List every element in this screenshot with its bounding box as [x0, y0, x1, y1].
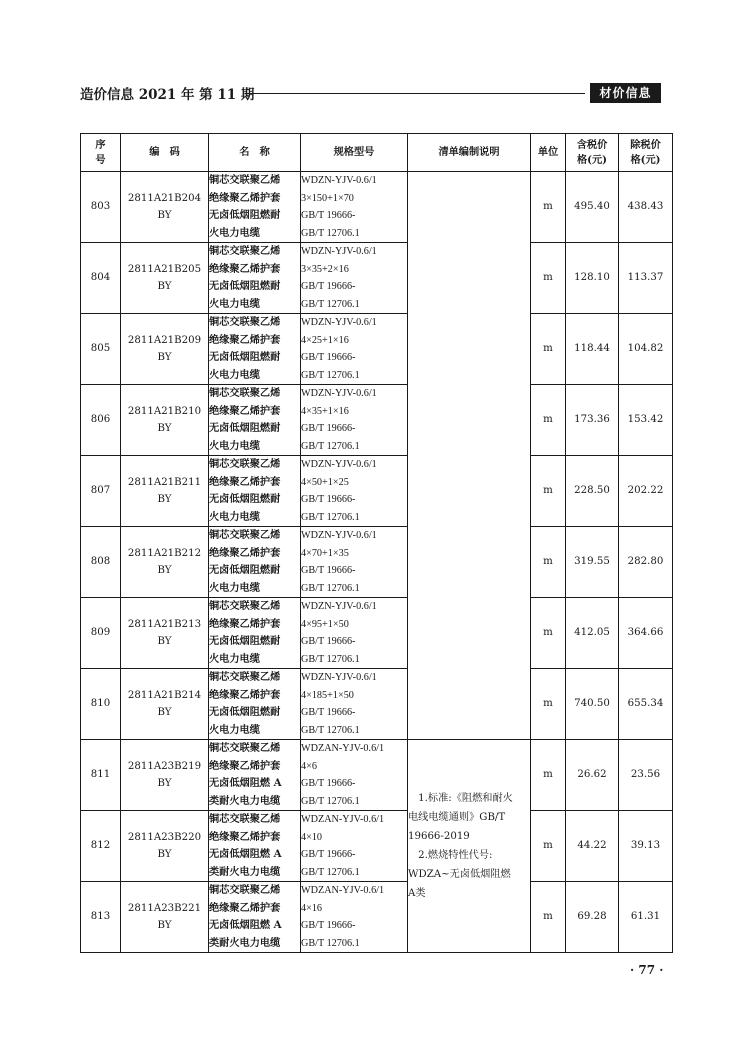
row-spec: WDZAN-YJV-0.6/1 4×10 GB/T 19666- GB/T 12706.1 — [301, 811, 408, 882]
row-name: 铜芯交联聚乙烯 绝缘聚乙烯护套 无卤低烟阻燃 A 类耐火电力电缆 — [209, 882, 301, 953]
material-price-table — [80, 133, 673, 953]
column-header-code: 编 码 — [121, 134, 209, 172]
column-header-price-with-tax: 含税价 格(元) — [566, 134, 619, 172]
row-unit: m — [531, 882, 566, 953]
row-spec: WDZN-YJV-0.6/1 4×25+1×16 GB/T 19666- GB/T 12706.1 — [301, 314, 408, 385]
row-spec: WDZAN-YJV-0.6/1 4×16 GB/T 19666- GB/T 12706.1 — [301, 882, 408, 953]
row-price-without-tax: 202.22 — [619, 456, 673, 527]
row-seq: 812 — [81, 811, 121, 882]
column-header-seq: 序 号 — [81, 134, 121, 172]
row-code: 2811A21B205 BY — [121, 243, 209, 314]
table-row — [81, 811, 673, 882]
row-name: 铜芯交联聚乙烯 绝缘聚乙烯护套 无卤低烟阻燃耐 火电力电缆 — [209, 243, 301, 314]
row-price-with-tax: 740.50 — [566, 669, 619, 740]
row-name: 铜芯交联聚乙烯 绝缘聚乙烯护套 无卤低烟阻燃耐 火电力电缆 — [209, 669, 301, 740]
row-seq: 813 — [81, 882, 121, 953]
row-price-without-tax: 61.31 — [619, 882, 673, 953]
table-row — [81, 456, 673, 527]
row-unit: m — [531, 669, 566, 740]
row-seq: 808 — [81, 527, 121, 598]
row-name: 铜芯交联聚乙烯 绝缘聚乙烯护套 无卤低烟阻燃耐 火电力电缆 — [209, 172, 301, 243]
row-unit: m — [531, 527, 566, 598]
row-price-with-tax: 69.28 — [566, 882, 619, 953]
row-name: 铜芯交联聚乙烯 绝缘聚乙烯护套 无卤低烟阻燃耐 火电力电缆 — [209, 456, 301, 527]
row-price-with-tax: 495.40 — [566, 172, 619, 243]
row-spec: WDZN-YJV-0.6/1 4×70+1×35 GB/T 19666- GB/T 12706.1 — [301, 527, 408, 598]
row-seq: 805 — [81, 314, 121, 385]
row-seq: 804 — [81, 243, 121, 314]
row-price-without-tax: 39.13 — [619, 811, 673, 882]
row-seq: 810 — [81, 669, 121, 740]
row-name: 铜芯交联聚乙烯 绝缘聚乙烯护套 无卤低烟阻燃耐 火电力电缆 — [209, 314, 301, 385]
row-unit: m — [531, 740, 566, 811]
row-unit: m — [531, 456, 566, 527]
table-row — [81, 385, 673, 456]
table-row — [81, 172, 673, 243]
row-price-without-tax: 153.42 — [619, 385, 673, 456]
row-price-with-tax: 319.55 — [566, 527, 619, 598]
row-code: 2811A23B221 BY — [121, 882, 209, 953]
row-name: 铜芯交联聚乙烯 绝缘聚乙烯护套 无卤低烟阻燃耐 火电力电缆 — [209, 385, 301, 456]
row-name: 铜芯交联聚乙烯 绝缘聚乙烯护套 无卤低烟阻燃 A 类耐火电力电缆 — [209, 811, 301, 882]
row-price-without-tax: 23.56 — [619, 740, 673, 811]
row-price-with-tax: 118.44 — [566, 314, 619, 385]
row-spec: WDZN-YJV-0.6/1 3×150+1×70 GB/T 19666- GB/T 12706.1 — [301, 172, 408, 243]
row-description-group-1 — [408, 172, 531, 740]
header-divider — [245, 93, 585, 94]
row-price-with-tax: 128.10 — [566, 243, 619, 314]
row-unit: m — [531, 314, 566, 385]
row-spec: WDZAN-YJV-0.6/1 4×6 GB/T 19666- GB/T 12706.1 — [301, 740, 408, 811]
row-price-with-tax: 228.50 — [566, 456, 619, 527]
row-code: 2811A23B220 BY — [121, 811, 209, 882]
column-header-price-without-tax: 除税价 格(元) — [619, 134, 673, 172]
row-price-with-tax: 412.05 — [566, 598, 619, 669]
description-text: 1.标准:《阻燃和耐火 电线电缆通则》GB/T 19666-2019 2.燃烧特性代号: WDZA~无卤低烟阻燃 A类 — [408, 793, 513, 899]
row-price-without-tax: 655.34 — [619, 669, 673, 740]
row-price-without-tax: 113.37 — [619, 243, 673, 314]
page-header-title: 造价信息 2021 年 第 11 期 — [80, 87, 255, 103]
row-code: 2811A23B219 BY — [121, 740, 209, 811]
row-code: 2811A21B210 BY — [121, 385, 209, 456]
row-name: 铜芯交联聚乙烯 绝缘聚乙烯护套 无卤低烟阻燃耐 火电力电缆 — [209, 527, 301, 598]
row-price-without-tax: 282.80 — [619, 527, 673, 598]
row-price-with-tax: 44.22 — [566, 811, 619, 882]
table-header-row — [81, 134, 673, 172]
row-code: 2811A21B204 BY — [121, 172, 209, 243]
row-spec: WDZN-YJV-0.6/1 4×35+1×16 GB/T 19666- GB/T 12706.1 — [301, 385, 408, 456]
table-row — [81, 740, 673, 811]
section-badge: 材价信息 — [590, 83, 661, 103]
row-spec: WDZN-YJV-0.6/1 4×185+1×50 GB/T 19666- GB/T 12706.1 — [301, 669, 408, 740]
table-row — [81, 243, 673, 314]
row-code: 2811A21B212 BY — [121, 527, 209, 598]
column-header-description: 清单编制说明 — [408, 134, 531, 172]
table-row — [81, 527, 673, 598]
row-spec: WDZN-YJV-0.6/1 4×95+1×50 GB/T 19666- GB/T 12706.1 — [301, 598, 408, 669]
table-row — [81, 882, 673, 953]
page-number: · 77 · — [630, 963, 664, 977]
row-seq: 811 — [81, 740, 121, 811]
row-unit: m — [531, 385, 566, 456]
row-name: 铜芯交联聚乙烯 绝缘聚乙烯护套 无卤低烟阻燃耐 火电力电缆 — [209, 598, 301, 669]
row-unit: m — [531, 172, 566, 243]
row-price-without-tax: 438.43 — [619, 172, 673, 243]
table-row — [81, 314, 673, 385]
row-seq: 809 — [81, 598, 121, 669]
row-spec: WDZN-YJV-0.6/1 3×35+2×16 GB/T 19666- GB/T 12706.1 — [301, 243, 408, 314]
row-seq: 806 — [81, 385, 121, 456]
column-header-spec: 规格型号 — [301, 134, 408, 172]
row-seq: 807 — [81, 456, 121, 527]
table-row — [81, 598, 673, 669]
row-code: 2811A21B211 BY — [121, 456, 209, 527]
row-description-group-2 — [408, 740, 531, 953]
row-seq: 803 — [81, 172, 121, 243]
column-header-name: 名 称 — [209, 134, 301, 172]
table-row — [81, 669, 673, 740]
row-unit: m — [531, 811, 566, 882]
row-price-with-tax: 173.36 — [566, 385, 619, 456]
column-header-unit: 单位 — [531, 134, 566, 172]
row-name: 铜芯交联聚乙烯 绝缘聚乙烯护套 无卤低烟阻燃 A 类耐火电力电缆 — [209, 740, 301, 811]
row-price-without-tax: 364.66 — [619, 598, 673, 669]
row-price-without-tax: 104.82 — [619, 314, 673, 385]
row-code: 2811A21B209 BY — [121, 314, 209, 385]
row-code: 2811A21B213 BY — [121, 598, 209, 669]
row-unit: m — [531, 243, 566, 314]
row-spec: WDZN-YJV-0.6/1 4×50+1×25 GB/T 19666- GB/T 12706.1 — [301, 456, 408, 527]
row-unit: m — [531, 598, 566, 669]
row-code: 2811A21B214 BY — [121, 669, 209, 740]
row-price-with-tax: 26.62 — [566, 740, 619, 811]
